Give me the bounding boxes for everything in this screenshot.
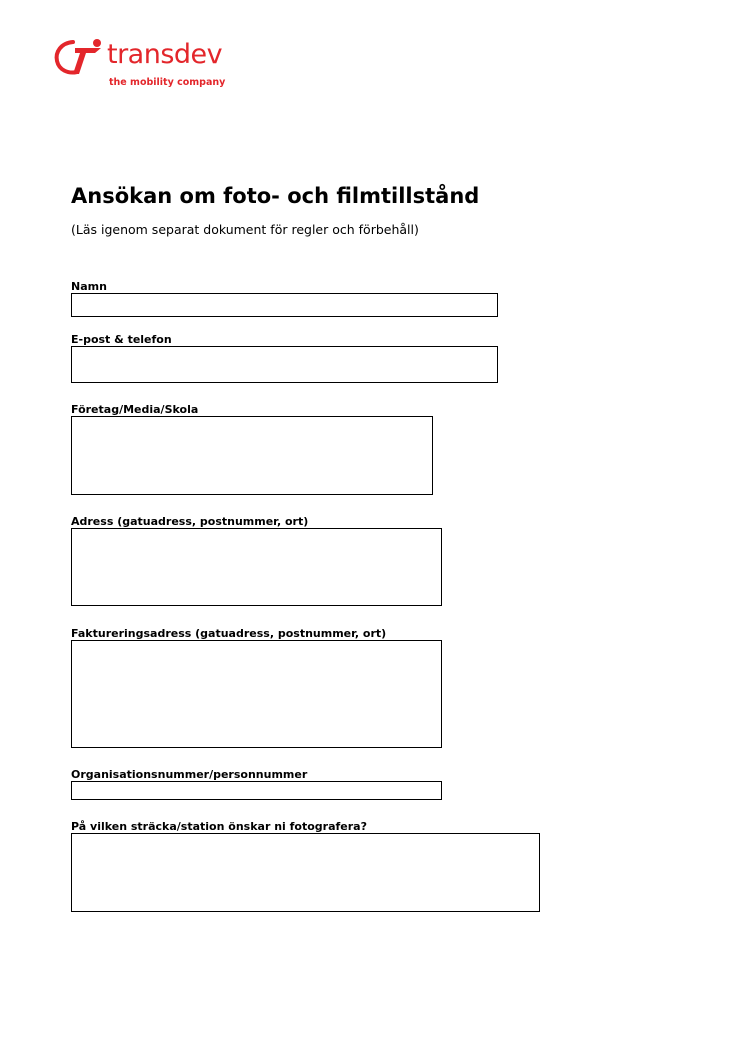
billing-address-label: Faktureringsadress (gatuadress, postnummer, ort) [71,627,387,640]
page-title: Ansökan om foto- och filmtillstånd [71,184,480,208]
logo-wordmark: transdev [107,39,223,70]
org-number-field[interactable] [71,781,442,800]
email-phone-label: E-post & telefon [71,333,172,346]
company-label: Företag/Media/Skola [71,403,199,416]
address-label: Adress (gatuadress, postnummer, ort) [71,515,309,528]
logo-tagline: the mobility company [109,77,226,88]
billing-address-field[interactable] [71,640,442,748]
page-subtitle: (Läs igenom separat dokument för regler och förbehåll) [71,222,419,237]
address-field[interactable] [71,528,442,606]
name-field[interactable] [71,293,498,317]
company-field[interactable] [71,416,433,495]
transdev-runner-icon [53,37,109,77]
location-label: På vilken sträcka/station önskar ni fotografera? [71,820,367,833]
location-field[interactable] [71,833,540,912]
name-label: Namn [71,280,107,293]
transdev-logo [53,37,253,93]
org-number-label: Organisationsnummer/personnummer [71,768,308,781]
email-phone-field[interactable] [71,346,498,383]
